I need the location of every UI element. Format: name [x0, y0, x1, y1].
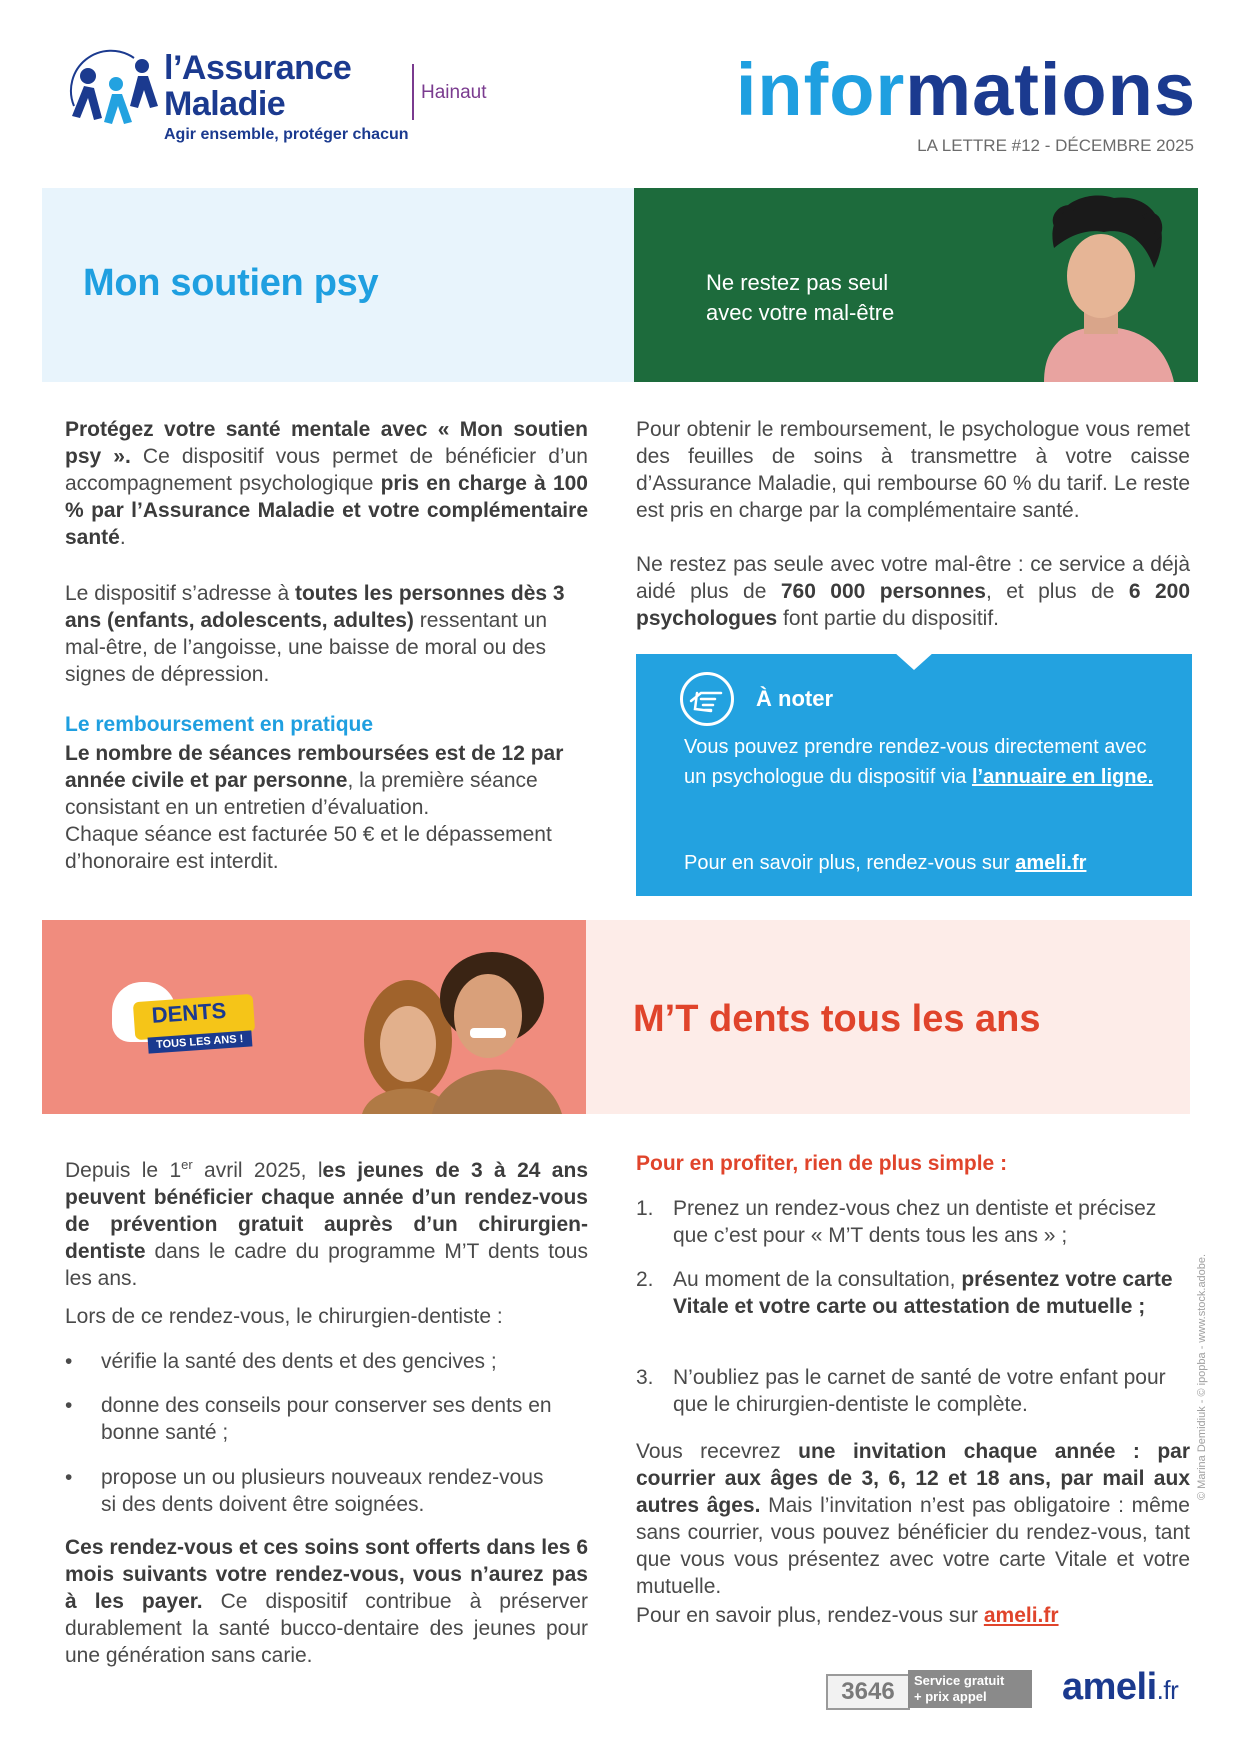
- list-item: 2. Au moment de la consultation, présentez votre carte Vitale et votre carte ou attestation de mutuelle ;: [636, 1268, 1173, 1318]
- list-item: • donne des conseils pour conserver ses dents en bonne santé ;: [65, 1394, 552, 1444]
- section2-photo-banner: [42, 920, 586, 1114]
- psy-audience-paragraph: Le dispositif s’adresse à toutes les personnes dès 3 ans (enfants, adolescents, adultes) ressentant un mal-être, de l’angoisse, une baisse de moral ou des signes de dépression.: [65, 582, 565, 686]
- mt-dents-badge-sub: TOUS LES ANS !: [148, 1030, 253, 1053]
- ameli-link[interactable]: ameli.fr: [1015, 852, 1087, 874]
- logo-figures-icon: [64, 46, 164, 146]
- masthead-dark: mations: [905, 48, 1196, 131]
- phone-tag: Service gratuit + prix appel: [908, 1670, 1032, 1708]
- banner-caption-line2: avec votre mal-être: [706, 300, 895, 325]
- children-portrait-image: [342, 920, 586, 1114]
- issue-label: LA LETTRE #12 - DÉCEMBRE 2025: [917, 136, 1194, 155]
- note-text: Vous pouvez prendre rendez-vous directement avec un psychologue du dispositif via l’annuaire en ligne.: [684, 736, 1154, 788]
- header-divider: [412, 64, 414, 120]
- ameli-logo[interactable]: ameli.fr: [1062, 1666, 1179, 1708]
- list-item: 1. Prenez un rendez-vous chez un dentiste et précisez que c’est pour « M’T dents tous les ans » ;: [636, 1197, 1157, 1247]
- reimbursement-subheading: Le remboursement en pratique: [65, 713, 374, 736]
- section1-title: Mon soutien psy: [83, 262, 379, 304]
- list-item: • propose un ou plusieurs nouveaux rendez-vous si des dents doivent être soignées.: [65, 1466, 544, 1516]
- region-label: Hainaut: [421, 82, 487, 103]
- list-item: 3. N’oubliez pas le carnet de santé de votre enfant pour que le chirurgien-dentiste le complète.: [636, 1366, 1166, 1416]
- list-item: • vérifie la santé des dents et des gencives ;: [65, 1350, 497, 1373]
- note-notch: [894, 652, 934, 670]
- photo-credit: © Marina Demidiuk - © ipopba - www.stock.adobe.: [1196, 1253, 1208, 1500]
- more-info-line: Pour en savoir plus, rendez-vous sur ameli.fr: [636, 1604, 1059, 1627]
- newsletter-masthead: [736, 50, 1196, 130]
- note-callout: [636, 654, 1192, 896]
- mt-dents-badge: DENTS: [133, 994, 255, 1040]
- steps-heading: Pour en profiter, rien de plus simple :: [636, 1152, 1008, 1175]
- banner-caption: [706, 268, 894, 328]
- phone-number: 3646: [826, 1674, 910, 1710]
- note-title: À noter: [756, 686, 833, 711]
- service-stats-paragraph: Ne restez pas seule avec votre mal-être : ce service a déjà aidé plus de 760 000 personnes, et plus de 6 200 psychologues font partie du dispositif.: [636, 553, 1190, 630]
- section1-photo-banner: [634, 188, 1198, 382]
- pointing-hand-icon: [680, 672, 734, 726]
- brand-name-line2: Maladie: [164, 85, 286, 123]
- banner-caption-line1: Ne restez pas seul: [706, 270, 889, 295]
- phone-badge[interactable]: [826, 1670, 1036, 1710]
- mt-dents-intro-paragraph: Depuis le 1er avril 2025, les jeunes de 3 à 24 ans peuvent bénéficier chaque année d’un rendez-vous de prévention gratuit auprès d’un chirurgien-dentiste dans le cadre du programme M’T dents tous les ans.: [65, 1157, 588, 1290]
- ameli-link-red[interactable]: ameli.fr: [983, 1604, 1059, 1627]
- psy-intro-paragraph: Protégez votre santé mentale avec « Mon soutien psy ». Ce dispositif vous permet de bénéficier d’un accompagnement psychologique pris en charge à 100 % par l’Assurance Maladie et votre complémentaire santé.: [65, 418, 588, 549]
- teen-portrait-image: [1004, 188, 1198, 382]
- brand-tagline: Agir ensemble, protéger chacun: [164, 126, 409, 143]
- free-care-paragraph: Ces rendez-vous et ces soins sont offerts dans les 6 mois suivants votre rendez-vous, vous n’aurez pas à les payer. Ce dispositif contribue à préserver durablement la santé bucco-dentaire des jeunes pour une génération sans carie.: [65, 1536, 588, 1667]
- invitation-paragraph: Vous recevrez une invitation chaque année : par courrier aux âges de 3, 6, 12 et 18 ans, par mail aux autres âges. Mais l’invitation n’est pas obligatoire : même sans courrier, vous pouvez bénéficier du rendez-vous, tant que vous vous présentez avec votre carte Vitale et votre mutuelle.: [636, 1440, 1190, 1598]
- masthead-light: infor: [735, 48, 906, 131]
- appointment-intro: Lors de ce rendez-vous, le chirurgien-dentiste :: [65, 1305, 503, 1328]
- directory-link[interactable]: l’annuaire en ligne.: [971, 766, 1154, 788]
- brand-name-line1: l’Assurance: [164, 49, 352, 87]
- note-more-info: Pour en savoir plus, rendez-vous sur ameli.fr: [684, 852, 1087, 874]
- sessions-paragraph: Le nombre de séances remboursées est de 12 par année civile et par personne, la première séance consistant en un entretien d’évaluation.: [65, 742, 564, 819]
- fees-paragraph: Chaque séance est facturée 50 € et le dépassement d’honoraire est interdit.: [65, 823, 552, 873]
- reimbursement-process-paragraph: Pour obtenir le remboursement, le psychologue vous remet des feuilles de soins à transmettre à votre caisse d’Assurance Maladie, qui rembourse 60 % du tarif. Le reste est pris en charge par la complémentaire santé.: [636, 418, 1190, 522]
- section2-title: M’T dents tous les ans: [633, 998, 1041, 1040]
